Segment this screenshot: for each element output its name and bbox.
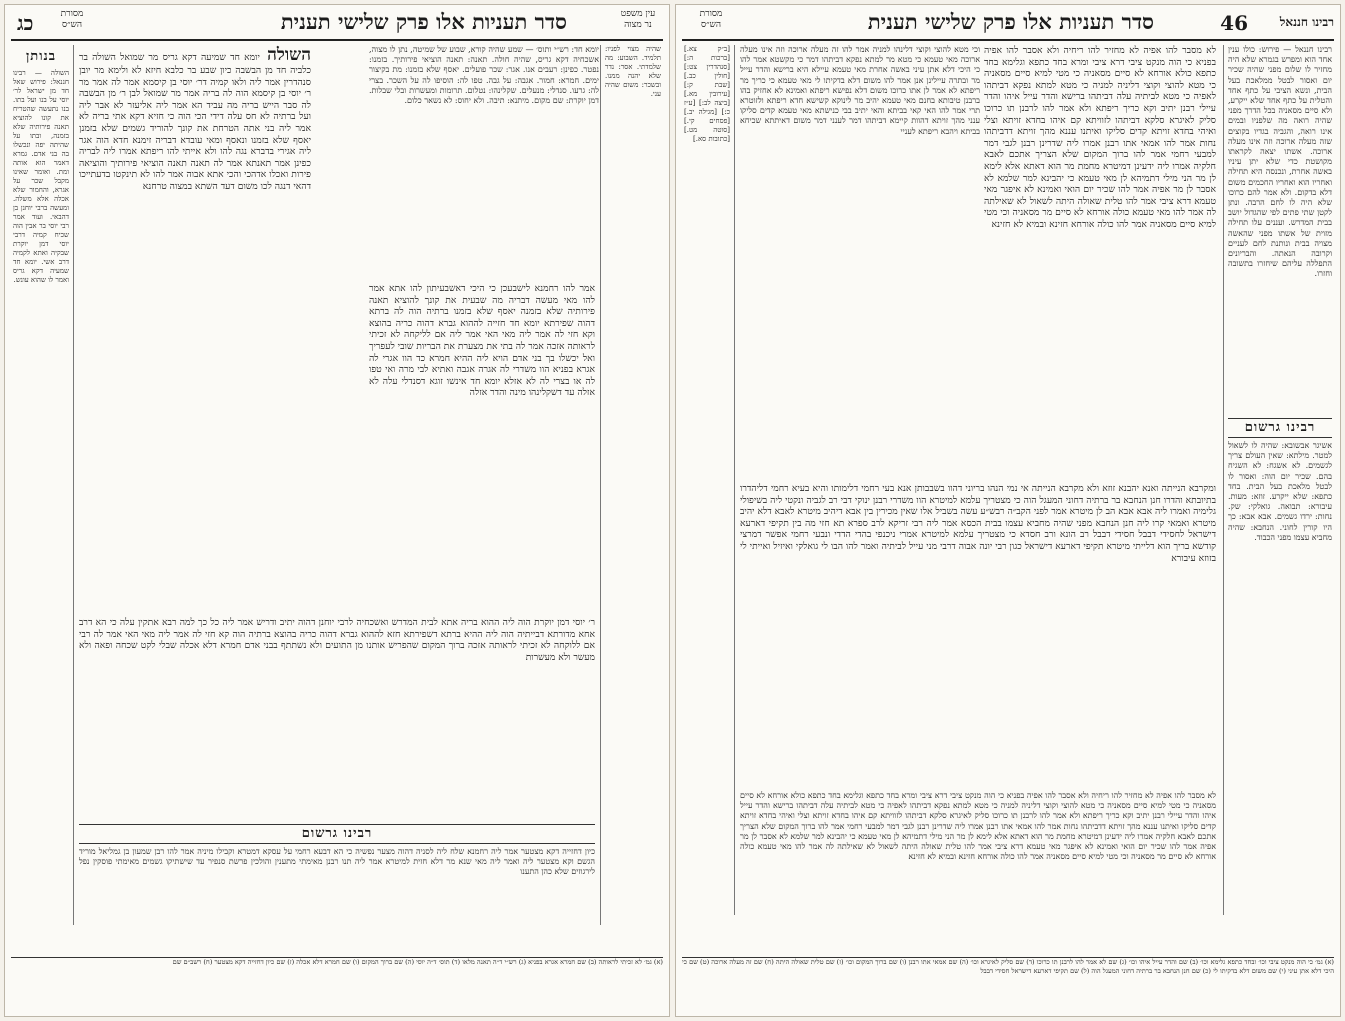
- right-page-main-text-c: ומקרבא הנייתה ואנא יהבנא זוזא ולא מקרבא הנייתה אי נמי הנהו בריוני דהוו בשבבותן אנא בעי רחמי דלימותו והיא בעיא רחמי דליהדרו בתיובתא והדרו חנן הנחבא בר ברתיה דחוני המעגל הוה כי מצטריך עלמא למיטרא הוו משדרי רבנן ינוקי דבי רב לגביה ונקטי ליה בשיפולי גלימיה ואמרו ליה אבא אבא הב לן מיטרא אמר לפני הקב״ה רבש״ע עשה בשביל אלו שאין מכירין בין אבא דיהיב מיטרא לאבא דלא יהיב מיטרא ואמאי קרו ליה חנן הנחבא מפני שהיה מחביא עצמו בבית הכסא אמר ליה רבי זריקא לרב ספרא תא חזי מה בין תקיפי דארעא דישראל לחסידי דבבל חסידי דבבל רב הונא ורב חסדא כי מצטריך עלמא למיטרא אמרי ניכנפי בהדי הדדי ונבעי רחמי אפשר דמרצי קודשא בריך הוא דלייתי מיטרא תקיפי דארעא דישראל כגון רבי יונה אבוה דרבי מני עייל לביתיה ואמר להו הבו לי גואלקי ואיזיל ואייתי לי בזוזא עיבורא: [740, 483, 1216, 564]
- left-page-main-text-a: יומא חד שמיעה דקא גריס מר שמואל השולה בר כלביה חד מן הבשבה כיון שבע בר כלבא חיזא לא ולימא מר יובן סנהדרין אמר ליה ולאו קמיה דר׳ יוסי בן קיסמא אמר לה אמר מר ר׳ יוסי בן קיסמא הוה לה בריה אמר מר שמואל לבן ר׳ מן הבשבה לה סבר הייש בריה מה עביד הא אמר ליה אליעזר לא אבר ליה ועל ברתיה לא חס עלה דידי הכי הוה כי חזיא דקא אתי בריה לא אמר ליה בני אתה הטרחת את קונך להוריד גשמים שלא בזמנן יאסף שלא בזמנו ונאסף ומאי עובדא דבריה זימנא חדא הוה אגר ליה אגירי בדברא נגה להו ולא אייתי להו ריפתא אמרו ליה לבריה כפינן אמר תאנתא אמר לה תאנה תאנה הוציאי פירותיך והוציאה פירות ואכלו אדהכי והכי אתא אבוה אמר להו לא תינקטו בדעתייכו דהאי דנגה לכו משום דעד השתא במצוה טרחנא: [79, 52, 311, 192]
- right-page-footnotes: [682, 957, 1334, 1012]
- left-page-title: סדר תעניות אלו פרק שלישי תענית: [280, 9, 567, 34]
- left-page-side-text: השולה — רבינו חננאל: פירוש שאל חד מן ישראל לר׳ יוסי על בנו ועל בתו. בנו נתעשה שהטריח את קונו להוציא תאנה פירותיה שלא בזמנה, ובתו על שהיתה יפה ונכשלו בה בני אדם. גמרא דאמר הוא אותה ומת. ואומר שאינו מקבל שכר על אגרא, והחמור שלא אכלה אלא משלה. ומעשה ברבי יוחנן בן דהבאי. ועוד אמר רבי יוסי בר אבין הוה שכיח קמיה דרבי יוסי דמן יוקרת שבקיה ואתא לקמיה דרב אשי. יומא חד שמעיה דקא גריס ואמר לו שהוא עונש.: [13, 69, 69, 284]
- right-page-rashi-block: [740, 45, 980, 475]
- left-page-gloss-text: יומא חד: רש״י ותוס׳ — שמע שהיה קורא, שבוע של שמיטה, נתן לו מצוה, אשכחיה דקא גריס, שהיה חולה. תאנה: תאנה הוציאי פירותיך. בזמנו: נפטר. כפינן: רעבים אנו. אגר: שכר פועלים. יאסף שלא בזמנו: מת בקיצור ימים. חמרא: חמור. אגבה: על גבה. טפו לה: הוסיפו לה על השכר. בצרי לה: גרעו. סנדלי: מנעלים. שקלינהו: נטלום. תרומות ומעשרות ובלי שבלות. דמן יוקרת: שם מקום. מיתנא: תיבה. ולא יחוס: לא נשאר כלום.: [369, 45, 599, 106]
- left-page-main-text-d-content: כיון דחזייה דקא מצטער אמר ליה רחמנא שלח ליה לסניה דהוה מצער נפשיה כי הא דבעא רחמי על עסקא דמטרא וקבילו מיניה אמר להו רבן שמעון בן גמליאל מוריד הגשם וקא מצטער ליה ואמר ליה מאי שנא מר דלא חזית למיטרא אמר ליה תנו רבנן מאימתי מתענין והולכין פרשת סנפיר עד שישתיקו גשמים מאימתי פוסקין נפל לירגוזים שלא כהן התענו: [79, 847, 595, 877]
- left-page: [4, 4, 670, 1017]
- right-page-main-text-a: לא מסבר להו אפיה לא מחזיר להו ריחיה ולא אסבר להו אפיה בפניא כי הוה מנקט ציבי דרא ציבי ומרא בחד כתפא וגלימא בחד כתפא כולא אורחא לא סיים מסאניה כי מטי למיא סיים מסאניה כי מטא להוצי וקוצי דליניה למניה כי מטא למתא נפקא דביתהו לאפיה כי מטא לביתיה עלה דביתהו ברישא והדר עייל איהו והדר עיילי רבנן יתיב וקא כריך ריפתא ולא אמר להו לרבנן תו כרוכו סליק לאיגרא סלקא דביתהו לזוויתא קם איהו בחדא זויתא וצלי ואיהי בחדא זויתא קדים סליקו ואיתנו עננא מהך זויתא דדביתהו נחות אמר להו אמאי אתו רבנן אמרו ליה שדרינן רבנן לגבי דמר למבעי רחמי אמר להו ברוך המקום שלא הצריך אתכם לאבא חלקיה אמרו ליה ידעינן דמיטרא מחמת מר הוא דאתא אלא לימא לן מר הני מילי דתמיהא לן מאי טעמא כי יהבינא למר שלמא לא אסבר לן מר אפיה אמר להו שכיר יום הואי ואמינא לא איפגר מאי טעמא דרא ציבי אמר להו טלית שאולה היתה לשאול לא שאילתה לה אמר להו מאי טעמא כולה אורחא לא סיים מר מסאניה וכי מטי למיא סיים מסאניה אמר להו כולה אורחא חזינא ובמיא לא חזינא: [984, 45, 1216, 230]
- right-page-main-text: [984, 45, 1216, 475]
- right-page-masoret-text: [ב״ק צא.] [ברכות ה:] [סנהדרין צט:] [חולין כב.] [שבת ק:] [עירובין מא.] [ביצה לב:] [ע״ז כ:] [מגילה יב.] [פסחים קי.] [סוטה מט.] [כתובות סא.]: [684, 45, 730, 143]
- right-page-side-label: רבינו חננאל: [1279, 15, 1334, 29]
- left-page-gershom-title: רבינו גרשום: [79, 824, 595, 844]
- left-page-ein-mishpat-text: שהיה מצוי לפניו: תלמיד. השבוע: מה שלמדתי. אסר: נדר שלא יהנה ממנו. ובשכר: משום שהיה עני.: [605, 45, 661, 98]
- left-page-masoret-label: מסורת הש״ס: [60, 9, 84, 30]
- right-page-masoret-column: [684, 45, 730, 665]
- right-page-header: [682, 9, 1334, 41]
- left-page-footnotes: [11, 957, 663, 1012]
- left-page-side-label: עין משפט נר מצוה: [620, 9, 656, 30]
- right-page: [675, 4, 1341, 1017]
- right-page-folio: 46: [1220, 11, 1248, 35]
- left-page-main-text: השולה יומא חד שמיעה דקא גריס מר שמואל השולה בר כלביה חד מן הבשבה כיון שבע בר כלבא חיזא לא ולימא מר יובן סנהדרין אמר ליה ולאו קמיה דר׳ יוסי בן קיסמא אמר לה אמר מר ר׳ יוסי בן קיסמא הוה לה בריה אמר מר שמואל לבן ר׳ מן הבשבה לה סבר הייש בריה מה עביד הא אמר ליה אליעזר לא אבר ליה ועל ברתיה לא חס עלה דידי הכי הוה כי חזיא דקא אתי בריה לא אמר ליה בני אתה הטרחת את קונך להוריד גשמים שלא בזמנן יאסף שלא בזמנו ונאסף ומאי עובדא דבריה זימנא חדא הוה אגר ליה אגירי בדברא נגה להו ולא אייתי להו ריפתא אמרו ליה לבריה כפינן אמר תאנתא אמר לה תאנה תאנה הוציאי פירותיך והוציאה פירות ואכלו אדהכי והכי אתא אבוה אמר להו לא תינקטו בדעתייכו דהאי דנגה לכו משום דעד השתא במצוה טרחנא: [79, 45, 311, 192]
- left-page-side-heading: בנותן: [25, 49, 57, 64]
- right-page-title: סדר תעניות אלו פרק שלישי תענית: [867, 9, 1154, 34]
- left-page-main-text-b: [369, 283, 595, 613]
- left-page-gloss-block: [369, 45, 599, 275]
- right-page-masoret-label: מסורת הש״ס: [699, 9, 723, 30]
- right-page-main-text-lower: [740, 483, 1216, 783]
- right-page-rashi-text: וכי מטא להוצי וקוצי דלינהו למניה אמר להו זה מעלה ארוכה וזה אינו מעלה ארוכה מאי טעמא כי מטא מר למתא נפקא דביתהו דמר כי מקשטא אמר להו כי היכי דלא אתן עיני באשה אחרת מאי טעמא עיילא היא ברישא והדר עייל מר ובתרה עיילינן אנן אמר להו משום דלא בדקיתו לי מאי טעמא כי כריך מר ריפתא לא אמר לן אתו כרוכו משום דלא נפישא ריפתא ואמינא לא אחזיק בהו ברבנן טיבותא בחנם מאי טעמא יהיב מר לינוקא קשישא חדא ריפתא ולזוטרא תרי אמר להו האי קאי בביתא והאי יתיב בבי כנישתא מאי טעמא קדים סליקו ענני מהך זויתא דהוות קיימא דביתהו דמר לענני דמר משום דאיתתא שכיחא בביתא ויהבא ריפתא לעניי: [740, 45, 980, 136]
- right-page-rabbeinu-gershom: [1228, 415, 1332, 915]
- right-page-side-commentary: [1228, 45, 1332, 405]
- left-page-header: [11, 9, 663, 41]
- left-page-footnotes-text: (א) גמ׳ לא זכיתי לראותה (ב) שם חמרא אגרא בפניא (ג) רש״י ד״ה תאנה מלאו (ד) תוס׳ ד״ה יוסי (ה) שם ברוך המקום (ו) שם חמרא דלא אכלה (ז) שם כיון דחזייה דקא מצטער (ח) רשב״ם שם: [172, 958, 663, 966]
- right-page-gershom-title: רבינו גרשום: [1228, 418, 1332, 438]
- right-page-gershom-text: אשיגר אבשובא: שהיה לו לשאול למטר. מילתא: שאין העולם צריך לגשמים. לא אשגח: לא השגיח בהם. שכיר יום הוה: ואסור לו לבטל מלאכת בעל הבית. בחד כתפא: שלא ייקרע. זוזא: מעות. עיבורא: תבואה. גואלקי: שק. נחות: ירדו גשמים. אבא אבא: כך היו קורין לחוני. הנחבא: שהיה מחביא עצמו מפני הכבוד.: [1228, 441, 1332, 542]
- left-page-main-text-b-content: אמר להו רחמנא לישבעכן כי היכי דאשבעיתון להו אתא אמר להו מאי מעשה דבריה מה שבעית את קונך להוציא תאנה פירותיה שלא בזמנה יאסף שלא בזמנו ברתיה הוה לה ברתא דהוה שפירתא יומא חד חזייה לההוא גברא דהוה כריה בהוצא וקא חזי לה אמר ליה מאי האי אמר ליה אם לליקחה לא זכיתי לראותה אזכה אמר לה בתי את מצערת את הבריות שובי לעפריך ואל יכשלו בך בני אדם הויא ליה ההיא חמרא כד הוו אגרי לה אגרא בפניא הוו משדרי לה אגרה אגבה ואתיא לבי מרה ואי טפו לה או בצרי לה לא אזלא יומא חד אינשו זוגא דסנדלי עלה לא אזלה עד דשקלינהו מינה והדר אזלה: [369, 283, 595, 399]
- left-page-main-text-d: [79, 821, 595, 931]
- right-page-side-text: רבינו חננאל — פירוש: כולו ענין אחד הוא ומפרש בגמרא שלא היה מחזיר לו שלום מפני שהיה שכיר יום ואסור לבטל ממלאכת בעל הבית, ונשא הציבי על כתף אחד והטלית על כתף אחד שלא ייקרע, ולא סיים מסאניה בכל הדרך מפני שהיה רואה מה שלפניו ובמים אינו רואה, והגביה בגדיו בקוצים שזה מעלה ארוכה וזה אינו מעלה ארוכה. אשתו יצאה לקראתו מקושטת כדי שלא יתן עיניו באשה אחרת, ונכנסה היא תחילה ואחריו הוא ואחריו החכמים משום דלא בדקום. ולא אמר להם כרוכו שלא היה לו לחם הרבה. ונתן לקטן שתי פתים לפי שהגדול יושב בבית המדרש. ועננים עלו תחילה מזוית של אשתו מפני שהאשה מצויה בבית ונותנת לחם לעניים וקרובה הנאתה. והבריונים התפללה עליהם שיחזרו בתשובה וחזרו.: [1228, 45, 1332, 279]
- left-page-ein-mishpat: [605, 45, 661, 925]
- left-page-side-commentary: [13, 45, 69, 925]
- right-page-footnotes-text: (א) גמ׳ כי הוה מנקט ציבי וכו׳ ובחד כתפא גלימא וכו׳ (ב) שם והדר עייל איהו וכו׳ (ג) שם לא אמר להו לרבנן תו כרוכו (ד) שם סליק לאיגרא וכו׳ (ה) שם אמאי אתו רבנן (ו) שם ברוך המקום וכו׳ (ז) שם טלית שאולה היתה (ח) שם זה מעלה ארוכה (ט) שם כי היכי דלא אתן עיני (י) שם משום דלא בדקיתו לי (כ) שם חנן הנחבא בר ברתיה דחוני המעגל הוה (ל) שם תקיפי דארעא דישראל חסידי דבבל: [682, 958, 1334, 975]
- right-page-bottom-text: לא מסבר להו אפיה לא מחזיר להו ריחיה ולא אסבר להו אפיה בפניא כי הוה מנקט ציבי דרא ציבי ומרא בחד כתפא וגלימא בחד כתפא כולא אורחא לא סיים מסאניה כי מטי למיא סיים מסאניה כי מטא להוצי וקוצי דליניה למניה כי מטא למתא נפקא דביתהו לאפיה כי מטא לביתיה עלה דביתהו ברישא והדר עייל איהו והדר עיילי רבנן יתיב וקא כריך ריפתא ולא אמר להו לרבנן תו כרוכו סליק לאיגרא סלקא דביתהו לזוויתא קם איהו בחדא זויתא וצלי ואיהי בחדא זויתא קדים סליקו ואיתנו עננא מהך זויתא דדביתהו נחות אמר להו אמאי אתו רבנן אמרו ליה שדרינן רבנן לגבי דמר למבעי רחמי אמר להו ברוך המקום שלא הצריך אתכם לאבא חלקיה אמרו ליה ידעינן דמיטרא מחמת מר הוא דאתא אלא לימא לן מר הני מילי דתמיהא לן מאי טעמא כי יהבינא למר שלמא לא אסבר לן מר אפיה אמר להו שכיר יום הואי ואמינא לא איפגר מאי טעמא דרא ציבי אמר להו טלית שאולה היתה לשאול לא שאילתה לה אמר להו מאי טעמא כולה אורחא לא סיים מר מסאניה וכי מטי למיא סיים מסאניה אמר להו כולה אורחא חזינא ובמיא לא חזינא: [740, 791, 1216, 862]
- left-page-main-text-c-content: ר׳ יוסי דמן יוקרת הוה ליה ההוא בריה אתא לבית המדרש ואשכחיה לרבי יוחנן דהוה יתיב ודריש אמר ליה כל כך למה רבא אתקין עלה כי הא דרב אחא מדורתא דבייתיה הוה ליה ההיא ברתא דשפירתא חזא לההוא גברא דהוה כריה בהוצא ברתיה הוה קא חזי לה אמר ליה מאי האי אמר לה רבי אם ללוקחה לא זכיתי לראותה אזכה ברוך המקום שהפריש אותנו מן התועים ולא נשתתף בבני אדם חמרא דלא אכלה שבלי לקט שכחה ופאה ולא מעשר ולא מעשרות: [79, 617, 595, 663]
- left-page-main-text-c: [79, 617, 595, 817]
- left-page-folio: כג: [17, 11, 34, 35]
- right-page-bottom-block: [740, 791, 1216, 931]
